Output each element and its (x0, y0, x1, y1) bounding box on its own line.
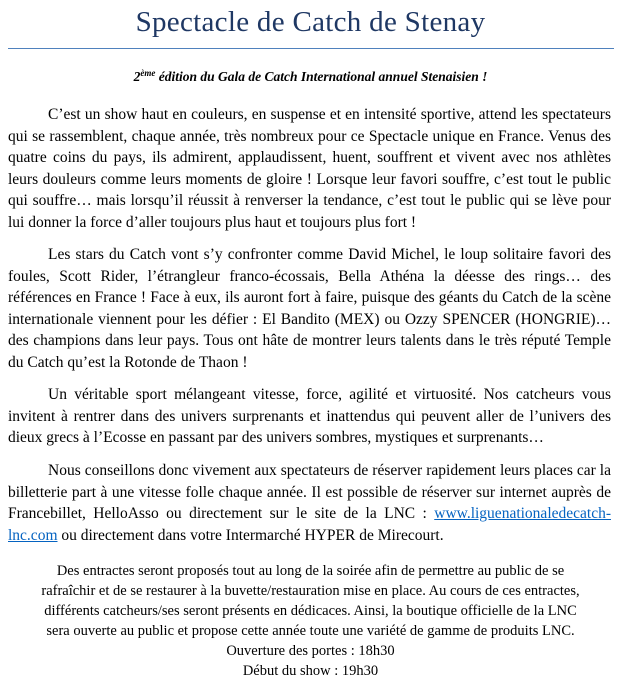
show-start-time: Début du show : 19h30 (242, 663, 379, 679)
document-subtitle (0, 68, 621, 85)
info-line: rafraîchir et de se restaurer à la buvette/restauration mise en place. Au cours de ces entractes, (41, 583, 580, 599)
paragraph-stars: Les stars du Catch vont s’y confronter comme David Michel, le loup solitaire favori des foules, Scott Rider, l’étrangleur franco-écossais, Bella Athéna la déesse des rings… des références en France ! Face à eux, ils auront fort à faire, puisque des géants du Catch de la scène internationale viennent pour les défier : El Bandito (MEX) ou Ozzy SPENCER (HONGRIE)… des champions dans leur pays. Tous ont hâte de montrer leurs talents dans le très réputé Temple du Catch qu’est la Rotonde de Thaon ! (8, 246, 611, 371)
reservation-text: Nous conseillons donc vivement aux spectateurs de réserver rapidement leurs places car la billetterie part à une vitesse folle chaque année. Il est possible de réserver sur internet auprès de Francebillet, HelloAsso ou directement sur le site de la LNC : (8, 462, 611, 522)
info-line: sera ouverte au public et propose cette année toute une variété de gamme de produits LNC. (46, 623, 575, 639)
paragraph-intro: C’est un show haut en couleurs, en suspense et en intensité sportive, attend les spectateurs qui se rassemblent, chaque année, très nombreux pour ce Spectacle unique en France. Venus des quatre coins du pays, ils admirent, applaudissent, huent, souffrent et vivent avec nos athlètes leurs douleurs comme leurs moments de gloire ! Lorsque leur favori souffre, c’est tout le public qui souffre… mais lorsqu’il réussit à renverser la tendance, c’est tout le public qui se lève pour lui donner la force d’aller toujours plus haut et toujours plus fort ! (8, 106, 611, 231)
document-title: Spectacle de Catch de Stenay (135, 6, 486, 38)
subtitle-number: 2 (133, 69, 141, 84)
subtitle-ordinal-suffix: ème (140, 68, 156, 78)
paragraph-sport: Un véritable sport mélangeant vitesse, force, agilité et virtuosité. Nos catcheurs vous invitent à rentrer dans des univers surprenants et inattendus qui peuvent aller de l’univers des dieux grecs à l’Ecosse en passant par des univers sombres, mystiques et surprenants… (8, 386, 611, 446)
info-line: Des entractes seront proposés tout au long de la soirée afin de permettre au public de se (56, 563, 565, 579)
reservation-text-end: ou directement dans votre Intermarché HYPER de Mirecourt. (57, 526, 444, 544)
doors-opening-time: Ouverture des portes : 18h30 (226, 643, 395, 659)
event-info-block (0, 561, 621, 681)
lnc-website-link[interactable]: www.liguenationaledecatch-lnc.com (8, 505, 611, 544)
paragraph-reservation (8, 460, 611, 546)
subtitle-text: édition du Gala de Catch International annuel Stenaisien ! (155, 69, 488, 84)
info-line: différents catcheurs/ses seront présents en dédicaces. Ainsi, la boutique officielle de la LNC (44, 603, 577, 619)
title-underline-rule (8, 48, 614, 49)
